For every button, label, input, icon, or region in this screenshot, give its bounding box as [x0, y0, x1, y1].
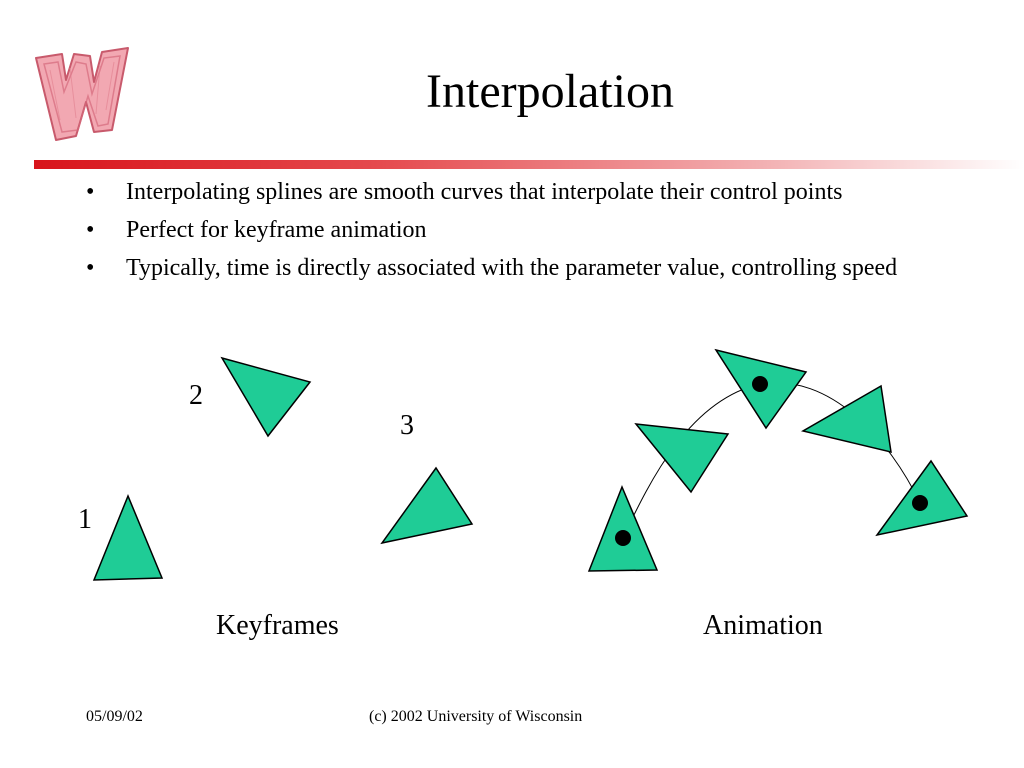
- keyframe-triangle-2: [222, 358, 310, 436]
- bullet-marker: •: [86, 179, 95, 205]
- animation-triangle-1: [589, 487, 657, 571]
- animation-caption: Animation: [703, 610, 823, 641]
- control-point-1: [615, 530, 631, 546]
- control-point-3: [912, 495, 928, 511]
- keyframes-caption: Keyframes: [216, 610, 339, 641]
- keyframe-label-3: 3: [400, 410, 414, 441]
- keyframe-label-1: 1: [78, 504, 92, 535]
- keyframe-triangle-1: [94, 496, 162, 580]
- bullet-text: Perfect for keyframe animation: [126, 217, 427, 243]
- bullet-text: Interpolating splines are smooth curves that interpolate their control points: [126, 179, 843, 205]
- bullet-text: Typically, time is directly associated with the parameter value, controlling speed: [126, 255, 898, 281]
- animation-triangle-2: [636, 424, 728, 492]
- bullet-marker: •: [86, 217, 95, 243]
- footer-copyright: (c) 2002 University of Wisconsin: [369, 708, 583, 725]
- footer-date: 05/09/02: [86, 708, 143, 725]
- animation-triangle-4: [803, 386, 891, 452]
- keyframe-triangle-3: [382, 468, 472, 543]
- bullet-marker: •: [86, 255, 95, 281]
- slide-title: Interpolation: [426, 65, 674, 118]
- control-point-2: [752, 376, 768, 392]
- keyframe-label-2: 2: [189, 380, 203, 411]
